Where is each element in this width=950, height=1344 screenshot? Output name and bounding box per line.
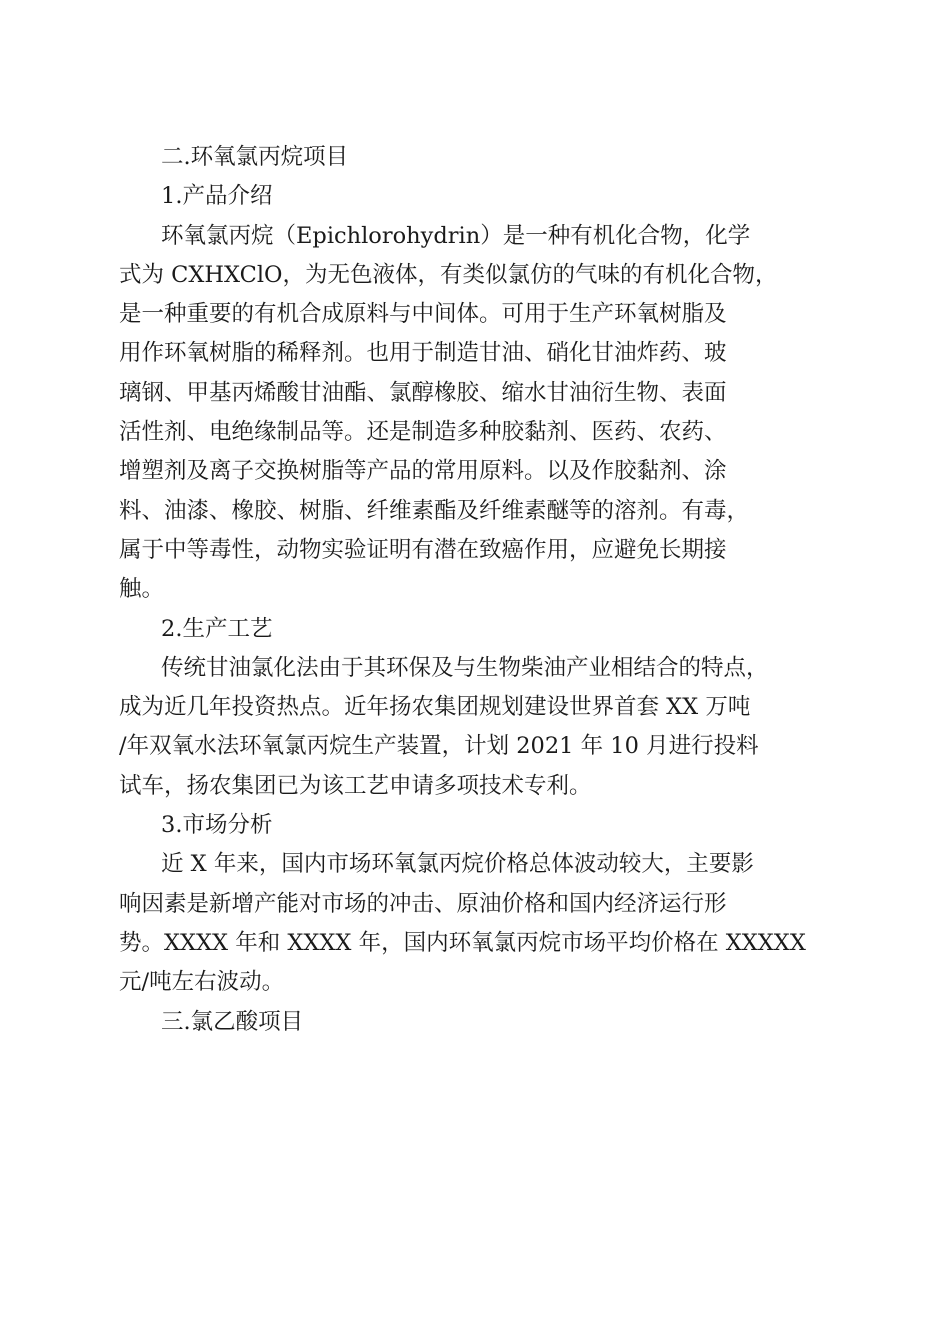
paragraph-line: 用作环氧树脂的稀释剂。也用于制造甘油、硝化甘油炸药、玻 — [119, 340, 727, 367]
paragraph-line: 增塑剂及离子交换树脂等产品的常用原料。以及作胶黏剂、涂 — [119, 458, 727, 485]
paragraph-product-intro — [119, 217, 831, 610]
paragraph-line: 料、油漆、橡胶、树脂、纤维素酯及纤维素醚等的溶剂。有毒， — [119, 497, 750, 524]
paragraph-line: 璃钢、甲基丙烯酸甘油酯、氯醇橡胶、缩水甘油衍生物、表面 — [119, 379, 727, 406]
paragraph-line: 近 X 年来，国内市场环氧氯丙烷价格总体波动较大，主要影 — [161, 851, 754, 878]
section-heading-chloroacetic-acid: 三.氯乙酸项目 — [161, 1008, 304, 1035]
paragraph-production-process — [119, 649, 831, 806]
paragraph-line: 式为 CXHXClO，为无色液体，有类似氯仿的气味的有机化合物， — [119, 261, 778, 288]
paragraph-line: 成为近几年投资热点。近年扬农集团规划建设世界首套 XX 万吨 — [119, 694, 751, 721]
document-page — [119, 138, 831, 1042]
paragraph-line: 传统甘油氯化法由于其环保及与生物柴油产业相结合的特点， — [161, 654, 769, 681]
paragraph-line: 触。 — [119, 576, 165, 603]
paragraph-line: 元/吨左右波动。 — [119, 969, 285, 996]
paragraph-line: /年双氧水法环氧氯丙烷生产装置，计划 2021 年 10 月进行投料 — [119, 733, 759, 760]
subheading-product-intro: 1.产品介绍 — [161, 183, 273, 210]
paragraph-line: 属于中等毒性，动物实验证明有潜在致癌作用，应避免长期接 — [119, 536, 727, 563]
paragraph-line: 环氧氯丙烷（Epichlorohydrin）是一种有机化合物，化学 — [161, 222, 751, 249]
paragraph-line: 响因素是新增产能对市场的冲击、原油价格和国内经济运行形 — [119, 890, 727, 917]
paragraph-line: 活性剂、电绝缘制品等。还是制造多种胶黏剂、医药、农药、 — [119, 419, 727, 446]
paragraph-line: 试车，扬农集团已为该工艺申请多项技术专利。 — [119, 772, 592, 799]
paragraph-line: 是一种重要的有机合成原料与中间体。可用于生产环氧树脂及 — [119, 301, 727, 328]
section-heading-epichlorohydrin: 二.环氧氯丙烷项目 — [161, 144, 349, 170]
paragraph-line: 势。XXXX 年和 XXXX 年，国内环氧氯丙烷市场平均价格在 XXXXX — [119, 929, 806, 956]
paragraph-market-analysis — [119, 845, 831, 1002]
subheading-market-analysis: 3.市场分析 — [161, 812, 273, 839]
subheading-production-process: 2.生产工艺 — [161, 615, 273, 642]
